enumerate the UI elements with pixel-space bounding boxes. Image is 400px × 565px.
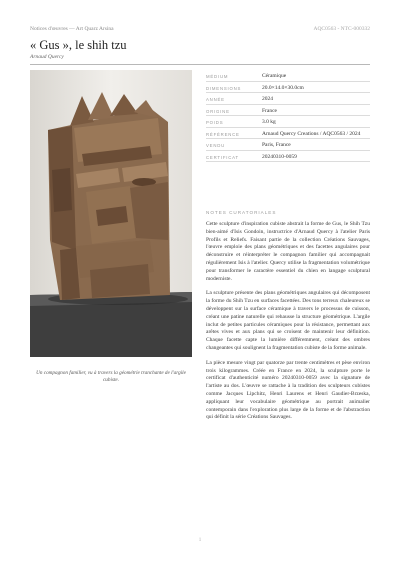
detail-value: 20240310-0059 bbox=[262, 153, 297, 160]
detail-label: POIDS bbox=[206, 120, 224, 125]
notes-paragraph: Cette sculpture d'inspiration cubiste abstrait la forme de Gus, le Shih Tzu bien-aimé d'Isis Gondoin, instructrice d'Arnaud Quercy à l'atelier Paris Profils et Reliefs. Faisant partie de la collection Créations Sauvages, l'œuvre emploie des plans géométriques et des facettes angulaires pour déconstruire et réinterpréter le compagnon familier qui accompagnait régulièrement Isis à l'atelier. Quercy utilise la fragmentation volumétrique pour transformer le caractère essentiel du chien en langage sculptural moderniste. bbox=[206, 221, 370, 282]
notes-heading: NOTES CURATORIALES bbox=[206, 210, 277, 215]
detail-row-reference bbox=[206, 128, 370, 140]
detail-label: DIMENSIONS bbox=[206, 85, 242, 91]
page-header bbox=[30, 26, 370, 38]
detail-value: Arnaud Quercy Creations / AQC0563 / 2024 bbox=[262, 130, 361, 137]
sculpture-illustration bbox=[30, 70, 192, 357]
detail-label: ANNÉE bbox=[206, 97, 225, 102]
notes-paragraph: La sculpture présente des plans géométriques angulaires qui décomposent la forme du Shih Tzu en surfaces facettées. Des tons terreux chaleureux se développent sur la surface céramique à travers le processus de cuisson, créant une patine naturelle qui rehausse la structure géométrique. L'argile inclut de petites particules céramiques pour la résistance, permettant aux arêtes vives et aux plans qui se croisent de maintenir leur définition. Chaque facette capte la lumière différemment, créant des ombres changeantes qui soulignent la fragmentation cubiste de la forme animale. bbox=[206, 290, 370, 351]
detail-label: CERTIFICAT bbox=[206, 154, 239, 160]
detail-value: 2024 bbox=[262, 96, 273, 102]
details-table bbox=[206, 70, 370, 162]
detail-label: VENDU bbox=[206, 143, 226, 148]
detail-value: 20.0×14.0×30.0cm bbox=[262, 84, 304, 91]
artist-name: Arnaud Quercy bbox=[30, 54, 64, 60]
header-collection: Notices d'œuvres — Art Quarz Arsina bbox=[30, 26, 114, 32]
detail-value: France bbox=[262, 107, 277, 114]
header-reference: AQC0563 - NTC-000332 bbox=[313, 26, 370, 32]
photo-caption: Un compagnon familier, vu à travers la géométrie tranchante de l'argile cubiste. bbox=[36, 370, 186, 383]
detail-label: MÉDIUM bbox=[206, 74, 229, 79]
sculpture-photo bbox=[30, 70, 192, 357]
curatorial-notes bbox=[206, 221, 370, 429]
detail-row-origin bbox=[206, 105, 370, 117]
detail-row-weight bbox=[206, 116, 370, 128]
page-number: 1 bbox=[198, 538, 202, 543]
detail-label: ORIGINE bbox=[206, 108, 230, 114]
detail-label: RÉFÉRENCE bbox=[206, 131, 240, 137]
detail-value: 3.0 kg bbox=[262, 119, 276, 125]
detail-row-certificate bbox=[206, 151, 370, 163]
page-title: « Gus », le shih tzu bbox=[30, 38, 127, 52]
detail-row-dimensions bbox=[206, 82, 370, 94]
detail-row-year bbox=[206, 93, 370, 105]
detail-value: Céramique bbox=[262, 73, 287, 79]
detail-row-sold bbox=[206, 139, 370, 151]
notes-paragraph: La pièce mesure vingt par quatorze par trente centimètres et pèse environ trois kilogrammes. Créée en France en 2024, la sculpture porte le certificat d'authenticité numéro 20240310-0059 avec la signature de l'artiste au dos. L'œuvre se rattache à la tradition des sculpteurs cubistes comme Jacques Lipchitz, Henri Laurens et Henri Gaudier-Brzeska, appliquant leur vocabulaire géométrique au portrait animalier contemporain dans l'exploration plus large de la forme et de l'abstraction qui définit la série Créations Sauvages. bbox=[206, 359, 370, 421]
title-divider bbox=[30, 64, 370, 65]
detail-row-medium bbox=[206, 70, 370, 82]
detail-value: Paris, France bbox=[262, 142, 291, 148]
